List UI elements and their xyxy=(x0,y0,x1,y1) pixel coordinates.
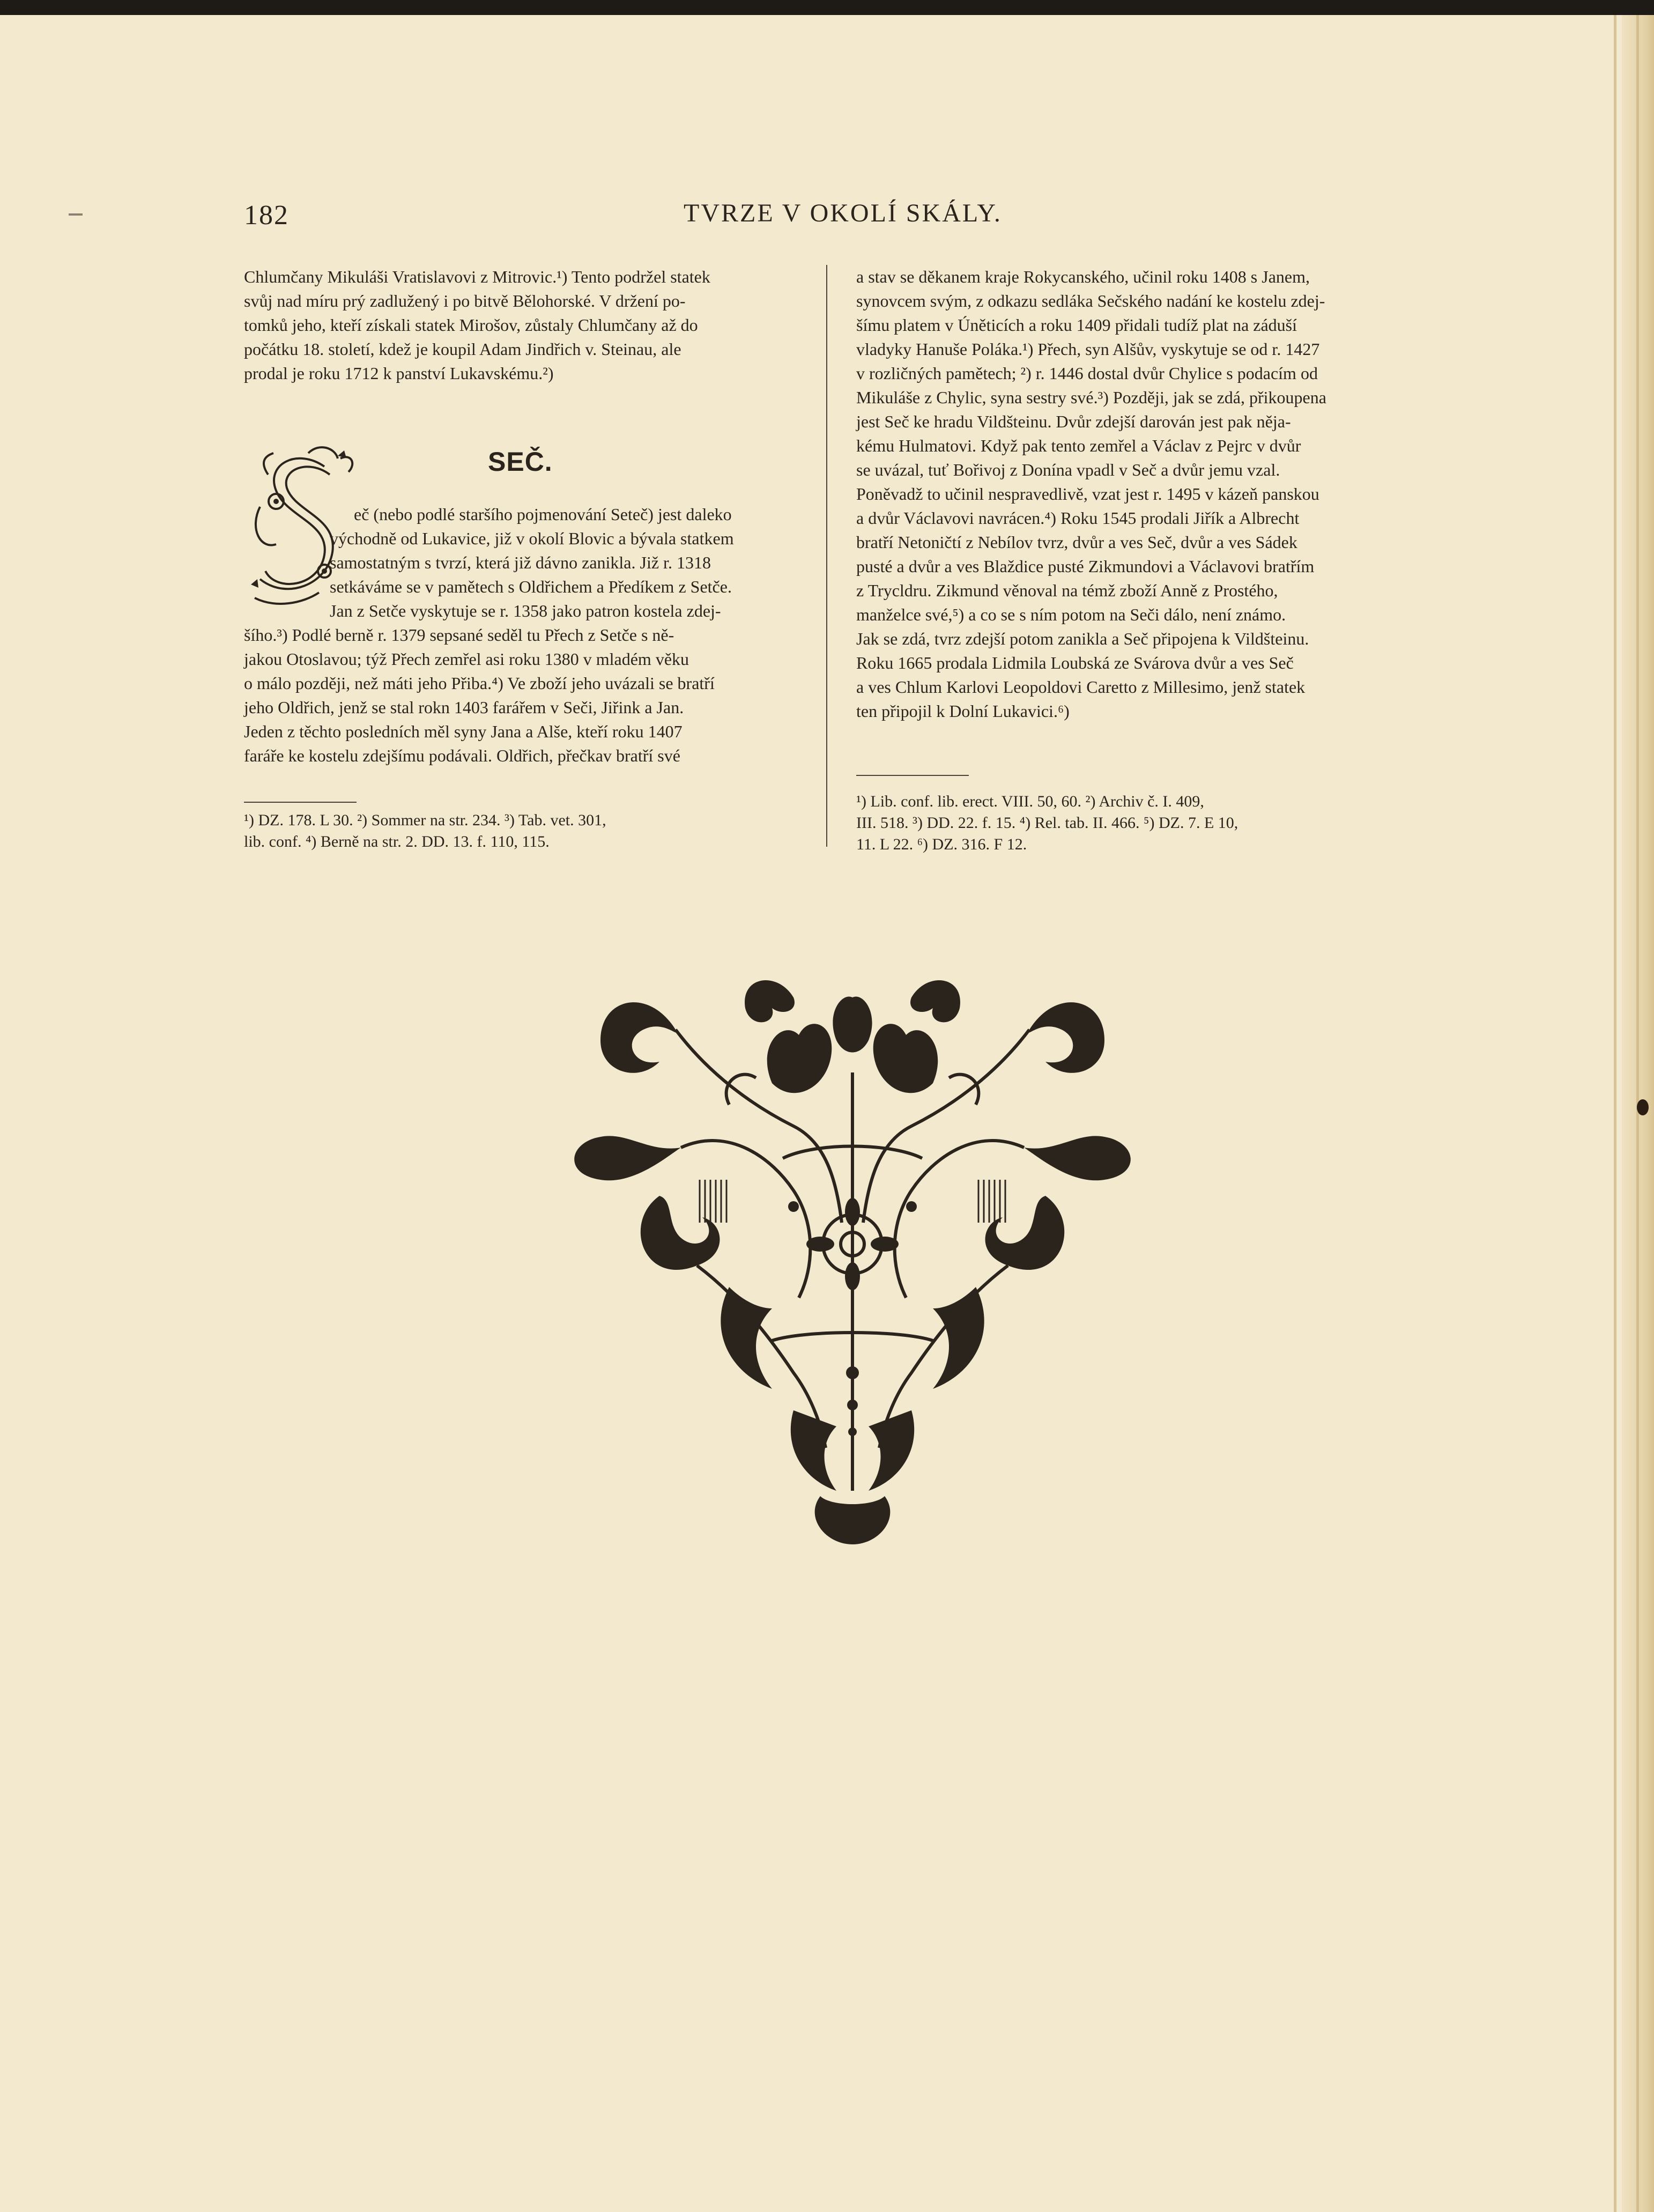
text-line: Roku 1665 prodala Lidmila Loubská ze Svárova dvůr a ves Seč xyxy=(856,653,1294,672)
footnote-line: 11. L 22. ⁶) DZ. 316. F 12. xyxy=(856,835,1027,853)
margin-mark xyxy=(69,213,83,216)
text-line: jakou Otoslavou; týž Přech zemřel asi roku 1380 v mladém věku xyxy=(244,649,689,669)
footnote-line: III. 518. ³) DD. 22. f. 15. ⁴) Rel. tab. II. 466. ⁵) DZ. 7. E 10, xyxy=(856,814,1238,832)
text-line: v rozličných pamětech; ²) r. 1446 dostal dvůr Chylice s podacím od xyxy=(856,364,1318,383)
text-line: Mikuláše z Chylic, syna sestry své.³) Později, jak se zdá, přikoupena xyxy=(856,388,1326,407)
floral-tailpiece-ornament-icon xyxy=(568,965,1137,1550)
text-line: pusté a dvůr a ves Blaždice pusté Zikmundovi a Václavovi bratřím xyxy=(856,557,1315,576)
footnotes-right xyxy=(856,791,1414,855)
text-line: samostatným s tvrzí, která již dávno zanikla. Již r. 1318 xyxy=(330,553,711,572)
text-line: a dvůr Václavovi navrácen.⁴) Roku 1545 prodali Jiřík a Albrecht xyxy=(856,508,1300,528)
scan-top-border xyxy=(0,0,1654,15)
section-body-left xyxy=(244,502,799,768)
page-edge-line xyxy=(1614,15,1616,2212)
text-line: svůj nad míru prý zadlužený i po bitvě Bělohorské. V držení po- xyxy=(244,291,686,310)
text-line: Chlumčany Mikuláši Vratislavovi z Mitrovic.¹) Tento podržel statek xyxy=(244,267,710,286)
text-line: manželce své,⁵) a co se s ním potom na Seči dálo, není známo. xyxy=(856,605,1286,624)
text-line: faráře ke kostelu zdejšímu podávali. Oldřich, přečkav bratří své xyxy=(244,746,680,765)
footnote-line: lib. conf. ⁴) Berně na str. 2. DD. 13. f. 110, 115. xyxy=(244,833,550,850)
text-line: Poněvadž to učinil nespravedlivě, vzat jest r. 1495 v kázeň panskou xyxy=(856,484,1319,504)
text-line: šímu platem v Úněticích a roku 1409 přidali tudíž plat na záduší xyxy=(856,315,1297,335)
text-line: počátku 18. století, kdež je koupil Adam Jindřich v. Steinau, ale xyxy=(244,339,681,359)
footnote-line: ¹) Lib. conf. lib. erect. VIII. 50, 60. ²) Archiv č. I. 409, xyxy=(856,793,1204,810)
text-line: se uvázal, tuť Bořivoj z Donína vpadl v Seč a dvůr jemu vzal. xyxy=(856,460,1280,479)
text-line: Jan z Setče vyskytuje se r. 1358 jako patron kostela zdej- xyxy=(330,601,721,620)
text-line: jest Seč ke hradu Vildšteinu. Dvůr zdejší darován jest pak něja- xyxy=(856,412,1291,431)
right-column xyxy=(856,265,1414,723)
footnote-line: ¹) DZ. 178. L 30. ²) Sommer na str. 234. ³) Tab. vet. 301, xyxy=(244,811,606,829)
text-line: vladyky Hanuše Poláka.¹) Přech, syn Alšův, vyskytuje se od r. 1427 xyxy=(856,339,1320,359)
left-column-intro xyxy=(244,265,799,386)
text-line: tomků jeho, kteří získali statek Mirošov, zůstaly Chlumčany až do xyxy=(244,315,698,335)
text-line: z Trycldru. Zikmund věnoval na témž zboží Anně z Prostého, xyxy=(856,581,1278,600)
text-line: ten připojil k Dolní Lukavici.⁶) xyxy=(856,701,1070,721)
text-line: setkáváme se v pamětech s Oldřichem a Předíkem z Setče. xyxy=(330,577,732,596)
text-line: šího.³) Podlé berně r. 1379 sepsané seděl tu Přech z Setče s ně- xyxy=(244,625,674,645)
footnotes-left xyxy=(244,810,799,853)
text-line: prodal je roku 1712 k panství Lukavskému.²) xyxy=(244,364,554,383)
section-title: SEČ. xyxy=(488,447,553,477)
column-divider xyxy=(826,265,827,847)
text-line: východně od Lukavice, již v okolí Blovic a bývala statkem xyxy=(330,529,734,548)
text-line: Jeden z těchto posledních měl syny Jana a Alše, kteří roku 1407 xyxy=(244,722,683,741)
text-line: kému Hulmatovi. Když pak tento zemřel a Václav z Pejrc v dvůr xyxy=(856,436,1301,455)
running-head: TVRZE V OKOLÍ SKÁLY. xyxy=(684,199,1002,227)
text-line: a ves Chlum Karlovi Leopoldovi Caretto z Millesimo, jenž statek xyxy=(856,677,1306,697)
text-line: bratří Netoničtí z Nebílov tvrz, dvůr a ves Seč, dvůr a ves Sádek xyxy=(856,532,1297,552)
text-line: a stav se děkanem kraje Rokycanského, učinil roku 1408 s Janem, xyxy=(856,267,1310,286)
text-line: Jak se zdá, tvrz zdejší potom zanikla a Seč připojena k Vildšteinu. xyxy=(856,629,1309,648)
page-number: 182 xyxy=(244,200,289,231)
footnote-rule xyxy=(856,775,969,776)
text-line: jeho Oldřich, jenž se stal rokn 1403 farářem v Seči, Jiřink a Jan. xyxy=(244,698,684,717)
binding-hole-mark xyxy=(1637,1099,1649,1115)
text-line: synovcem svým, z odkazu sedláka Sečského nadání ke kostelu zdej- xyxy=(856,291,1325,310)
footnote-rule xyxy=(244,802,357,803)
text-line: eč (nebo podlé staršího pojmenování Seteč) jest daleko xyxy=(354,505,732,524)
text-line: o málo později, než máti jeho Přiba.⁴) Ve zboží jeho uvázali se bratří xyxy=(244,674,715,693)
